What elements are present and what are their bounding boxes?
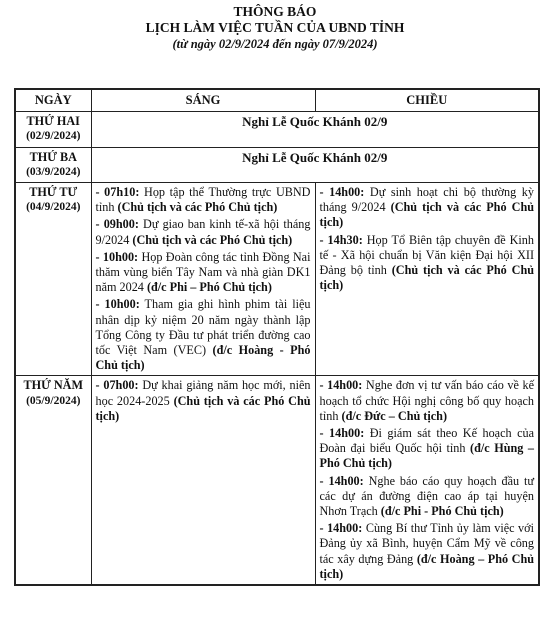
item-time: - 07h00: (95, 378, 139, 393)
item-text: Cùng Bí thư Tỉnh ủy làm việc với Đảng ủy xã Bình, huyện Cẩm Mỹ về công tác xây dựng Đảng (319, 521, 534, 566)
item-text: Nghe đơn vị tư vấn báo cáo về kế hoạch tổ chức Hội nghị công bố quy hoạch tỉnh (319, 378, 534, 423)
item-time: - 09h00: (95, 217, 139, 232)
item-time: - 10h00: (95, 297, 140, 312)
day-date: (02/9/2024) (26, 130, 81, 143)
column-header-day: NGÀY (15, 89, 91, 112)
schedule-title: LỊCH LÀM VIỆC TUẦN CỦA UBND TỈNH (145, 20, 405, 35)
item-time: - 14h00: (319, 185, 365, 200)
schedule-table (14, 88, 540, 586)
table-row (15, 147, 539, 182)
item-time: - 14h30: (319, 232, 363, 247)
item-text: Họp Tổ Biên tập chuyên đề Kinh tế - Xã hội chuẩn bị Văn kiện Đại hội XII Đảng bộ tỉnh (319, 232, 534, 278)
day-cell (15, 112, 91, 147)
schedule-item (320, 233, 535, 294)
item-attendee: (Chủ tịch và các Phó Chủ tịch) (132, 232, 293, 247)
date-range: (từ ngày 02/9/2024 đến ngày 07/9/2024) (172, 37, 378, 51)
afternoon-cell (315, 183, 539, 376)
item-attendee: (Chủ tịch và các Phó Chủ tịch) (319, 263, 534, 293)
item-text: Dự khai giảng năm học mới, niên học 2024-2025 (95, 378, 311, 408)
schedule-item (320, 185, 535, 231)
item-time: - 14h00: (319, 378, 363, 393)
table-row (15, 112, 539, 147)
item-text: Họp tập thể Thường trực UBND tỉnh (95, 185, 311, 215)
schedule-item (320, 378, 535, 424)
table-row (15, 183, 539, 376)
item-time: - 14h00: (319, 473, 364, 488)
item-text: Họp Đoàn công tác tỉnh Đồng Nai thăm vùng biển Tây Nam và nhà giàn DK1 năm 2024 (95, 249, 311, 295)
table-header-row (15, 89, 539, 112)
item-text: Nghe báo cáo quy hoạch đầu tư các dự án đường điện cao áp tại huyện Nhơn Trạch (319, 473, 534, 519)
item-attendee: (Chủ tịch và các Phó Chủ tịch) (117, 200, 278, 215)
morning-cell (91, 183, 315, 376)
item-text: Dự sinh hoạt chi bộ thường kỳ tháng 9/2024 (319, 185, 534, 215)
item-time: - 14h00: (319, 521, 363, 536)
day-cell (15, 147, 91, 182)
item-attendee: (đ/c Đức – Chủ tịch) (341, 408, 448, 423)
item-time: - 14h00: (319, 426, 365, 441)
afternoon-cell (315, 376, 539, 585)
notice-title: THÔNG BÁO (233, 4, 317, 19)
day-date: (04/9/2024) (26, 201, 81, 214)
day-name: THỨ HAI (26, 114, 80, 129)
schedule-item (96, 297, 311, 373)
item-attendee: (đ/c Phi – Phó Chủ tịch) (146, 280, 272, 295)
day-date: (05/9/2024) (26, 394, 81, 407)
item-attendee: (đ/c Hoàng – Phó Chủ tịch) (319, 551, 534, 581)
schedule-item (320, 474, 535, 520)
item-attendee: (đ/c Hoàng - Phó Chủ tịch) (95, 343, 311, 373)
holiday-cell: Nghỉ Lễ Quốc Khánh 02/9 (91, 112, 539, 147)
item-text: Đi giám sát theo Kế hoạch của Đoàn đại biểu Quốc hội tỉnh (319, 426, 534, 456)
schedule-item (96, 250, 311, 296)
day-name: THỨ BA (29, 149, 77, 164)
schedule-item (320, 426, 535, 472)
schedule-item (96, 185, 311, 215)
item-attendee: (đ/c Hùng – Phó Chủ tịch) (319, 441, 534, 471)
item-text: Tham gia ghi hình phim tài liệu nhân dịp kỷ niệm 20 năm ngày thành lập Tổng Công ty Đầu tư phát triển đường cao tốc Việt Nam (VEC) (95, 297, 311, 358)
schedule-item (96, 378, 311, 424)
document-header (0, 0, 550, 52)
item-attendee: (Chủ tịch và các Phó Chủ tịch) (95, 393, 311, 423)
item-time: - 07h10: (95, 185, 140, 200)
column-header-morning: SÁNG (91, 89, 315, 112)
item-time: - 10h00: (95, 249, 139, 264)
day-date: (03/9/2024) (26, 165, 81, 178)
schedule-item (320, 521, 535, 582)
item-attendee: (Chủ tịch và các Phó Chủ tịch) (319, 200, 535, 230)
column-header-afternoon: CHIỀU (315, 89, 539, 112)
day-name: THỨ NĂM (23, 378, 83, 393)
item-text: Dự giao ban kinh tế-xã hội tháng 9/2024 (95, 217, 311, 247)
morning-cell (91, 376, 315, 585)
day-cell (15, 183, 91, 376)
table-row (15, 376, 539, 585)
day-name: THỨ TƯ (29, 185, 78, 200)
holiday-cell: Nghỉ Lễ Quốc Khánh 02/9 (91, 147, 539, 182)
schedule-item (96, 217, 311, 247)
item-attendee: (đ/c Phi - Phó Chủ tịch) (380, 504, 504, 519)
day-cell (15, 376, 91, 585)
